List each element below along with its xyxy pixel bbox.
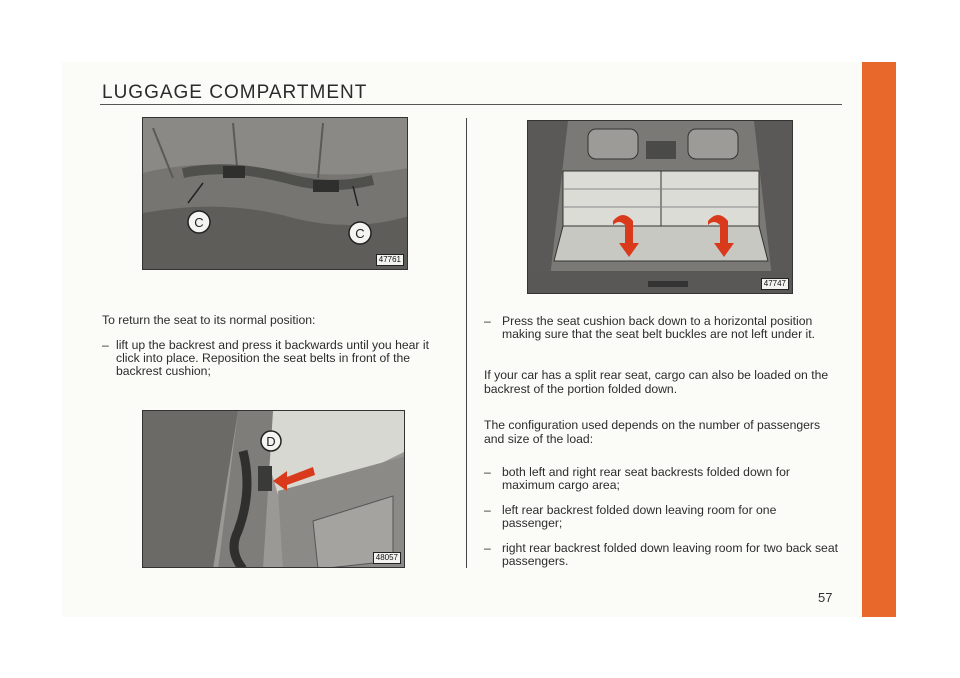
photo-ref-number: 47761 — [376, 254, 404, 266]
step-text: Press the seat cushion back down to a horizontal position making sure that the seat belt buckles are not left under it. — [502, 314, 815, 342]
seat-belts-illustration — [143, 118, 408, 270]
photo-side-pillar — [142, 410, 405, 568]
option-text: right rear backrest folded down leaving room for two back seat passengers. — [502, 541, 839, 569]
photo-ref-number: 47747 — [761, 278, 789, 290]
section-color-tab — [862, 62, 896, 617]
step-dash: – — [484, 314, 491, 328]
instruction-step — [484, 315, 840, 341]
option-dash: – — [484, 541, 491, 555]
option-item — [484, 542, 840, 568]
column-divider — [466, 118, 467, 568]
option-item — [484, 504, 840, 530]
folded-seat-illustration — [528, 121, 793, 294]
step-dash: – — [102, 338, 109, 352]
title-divider — [100, 104, 842, 105]
option-dash: – — [484, 465, 491, 479]
side-pillar-illustration — [143, 411, 405, 568]
instruction-step — [102, 339, 452, 379]
photo-ref-number: 48057 — [373, 552, 401, 564]
return-seat-intro: To return the seat to its normal position: — [102, 313, 316, 327]
split-seat-note: If your car has a split rear seat, cargo can also be loaded on the backrest of the portion folded down. — [484, 368, 829, 396]
section-title: LUGGAGE COMPARTMENT — [102, 82, 368, 103]
photo-folded-seat — [527, 120, 793, 294]
photo-seat-belts — [142, 117, 408, 270]
svg-text:D: D — [266, 434, 276, 449]
svg-text:C: C — [194, 215, 204, 230]
option-text: both left and right rear seat backrests folded down for maximum cargo area; — [502, 465, 790, 493]
option-dash: – — [484, 503, 491, 517]
option-text: left rear backrest folded down leaving room for one passenger; — [502, 503, 777, 531]
step-text: lift up the backrest and press it backwards until you hear it click into place. Reposition the seat belts in front of the backrest cushion; — [116, 338, 429, 379]
option-item — [484, 466, 840, 492]
page-number: 57 — [818, 590, 833, 605]
svg-text:C: C — [355, 226, 365, 241]
configuration-note: The configuration used depends on the number of passengers and size of the load: — [484, 418, 821, 446]
